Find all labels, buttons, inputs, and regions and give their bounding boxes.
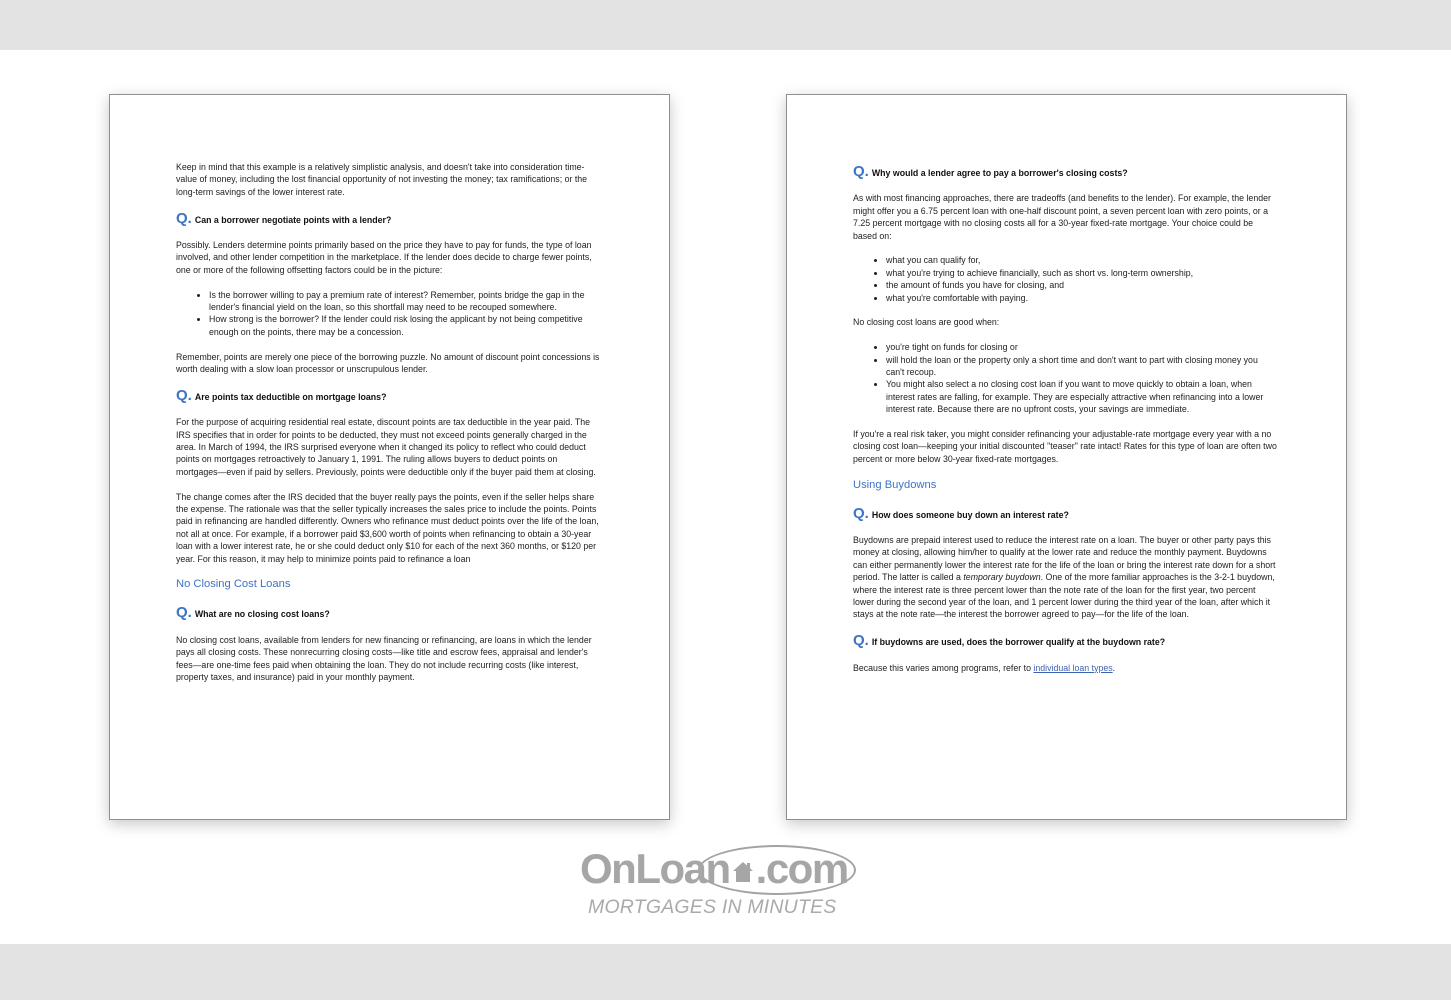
answer-paragraph: For the purpose of acquiring residential real estate, discount points are tax deductible in the year paid. The IRS specifies that in order for points to be deducted, they must not exceed points generally charged in the area. In March of 1994, the IRS surprised everyone when it changed its policy to reflect who could deduct points on mortgages retroactively to January 1, 1991. The ruling allows buyers to deduct points on mortgages—even if paid by sellers. Previously, points were deductible only if the buyer paid them at closing. (176, 417, 596, 477)
answer-text: Buydowns are prepaid interest used to reduce the interest rate on a loan. The buyer or other party pays this money at closing, allowing him/her to qualify at the lower rate and reduce the monthly payment. Buydowns can either permanently lower the interest rate for the life of the loan or bring the interest rate down for a short period. The latter is called a (853, 535, 1276, 583)
list-item: • what you can qualify for, (886, 254, 1278, 266)
q-icon: Q. (176, 604, 192, 622)
question-text: Can a borrower negotiate points with a lender? (194, 214, 392, 225)
loan-types-link[interactable]: individual loan types (1033, 662, 1113, 673)
onloan-logo (580, 842, 860, 920)
question-heading (176, 605, 601, 621)
q-icon: Q. (853, 163, 869, 180)
question-heading (853, 506, 1278, 522)
document-page-right (786, 94, 1347, 820)
question-text: How does someone buy down an interest rate? (871, 509, 1069, 520)
section-heading: No Closing Cost Loans (176, 578, 291, 591)
list-item: • what you're comfortable with paying. (886, 292, 1278, 304)
answer-paragraph: Remember, points are merely one piece of the borrowing puzzle. No amount of discount point concessions is worth dealing with a slow loan processor or unscrupulous lender. (176, 351, 600, 375)
question-text: Why would a lender agree to pay a borrower's closing costs? (871, 168, 1128, 178)
list-item: • what you're trying to achieve financially, such as short vs. long-term ownership, (886, 267, 1278, 279)
q-icon: Q. (853, 632, 869, 650)
logo-tagline: MORTGAGES IN MINUTES (588, 896, 837, 918)
q-icon: Q. (853, 504, 869, 522)
section-heading: Using Buydowns (853, 478, 937, 491)
bullet-list (853, 341, 1278, 415)
question-text: What are no closing cost loans? (194, 609, 330, 620)
answer-paragraph: No closing cost loans, available from lenders for new financing or refinancing, are loans in which the lender pays all closing costs. These nonrecurring closing costs—like title and escrow fees, appraisal and lender's fees—are one-time fees paid when obtaining the loan. They do not include recurring costs (like interest, property taxes, and insurance) paid in your monthly payment. (176, 634, 592, 683)
answer-text: Because this varies among programs, refer to (853, 662, 1034, 673)
intro-paragraph: Keep in mind that this example is a relatively simplistic analysis, and doesn't take into consideration time-value of money, including the lost financial opportunity of not investing the money; tax ramifications; or the long-term savings of the lower interest rate. (176, 162, 588, 197)
list-item: • the amount of funds you have for closing, and (886, 279, 1278, 291)
logo-word-right: .com (755, 845, 848, 892)
emphasis-text: temporary buydown (963, 572, 1041, 583)
answer-text: . One of the more familiar approaches is the 3-2-1 buydown, where the interest rate is three percent lower than the note rate of the loan for the first year, two percent lower during the second year of the loan, and 1 percent lower during the third year of the loan, after which it stays at the note rate—the interest the borrower agreed to pay—for the life of the loan. (853, 572, 1275, 620)
question-heading (853, 164, 1278, 180)
answer-text: . (1112, 662, 1116, 673)
answer-paragraph: The change comes after the IRS decided that the buyer really pays the points, even if the seller helps share the expense. The rationale was that the seller typically increases the sales price to include the points. Points paid in refinancing are handled differently. Owners who refinance must deduct points over the life of the loan, not all at once. For example, if a borrower paid $3,600 worth of points when refinancing to obtain a 30-year loan with a lower interest rate, he or she could deduct only $10 for each of the next 360 months, or $120 per year. For this reason, it may help to minimize points paid to refinance a loan (176, 491, 599, 564)
question-heading (176, 388, 601, 404)
logo-wordmark (580, 842, 848, 896)
question-text: Are points tax deductible on mortgage loans? (194, 391, 387, 402)
document-page-left (109, 94, 670, 820)
list-item: • How strong is the borrower? If the lender could risk losing the applicant by not being competitive enough on the points, there may be a concession. (209, 313, 601, 338)
q-icon: Q. (176, 209, 192, 227)
list-item: • will hold the loan or the property only a short time and don't want to part with closing money you can't recoup. (886, 354, 1278, 379)
list-item: • Is the borrower willing to pay a premium rate of interest? Remember, points bridge the gap in the lender's financial yield on the loan, so this shortfall may need to be recouped somewhere. (209, 289, 601, 314)
q-icon: Q. (176, 386, 192, 404)
top-band (0, 0, 1451, 50)
house-icon (732, 842, 754, 866)
question-text: If buydowns are used, does the borrower qualify at the buydown rate? (871, 637, 1166, 648)
answer-paragraph: No closing cost loans are good when: (853, 317, 1000, 328)
answer-paragraph: Possibly. Lenders determine points primarily based on the price they have to pay for funds, the type of loan involved, and other lender competition in the marketplace. If the lender does decide to charge fewer points, one or more of the following offsetting factors could be in the picture: (176, 240, 592, 275)
logo-word-left: OnLoan (580, 845, 730, 892)
question-heading (853, 633, 1278, 649)
list-item: • You might also select a no closing cost loan if you want to move quickly to obtain a loan, when interest rates are falling, for example. They are especially attractive when refinancing into a lower interest rate. Because there are no upfront costs, your savings are immediate. (886, 378, 1278, 415)
answer-paragraph: If you're a real risk taker, you might consider refinancing your adjustable-rate mortgage every year with a no closing cost loan—keeping your initial discounted "teaser" rate intact! Rates for this type of loan are often two percent or more below 30-year fixed-rate mortgages. (853, 429, 1277, 464)
bullet-list (853, 254, 1278, 304)
bottom-band (0, 944, 1451, 1000)
answer-paragraph: As with most financing approaches, there are tradeoffs (and benefits to the lender). For example, the lender might offer you a 6.75 percent loan with one-half discount point, a seven percent loan with zero points, or a 7.25 percent mortgage with no closing costs all for a 30-year fixed-rate mortgage. Your choice could be based on: (853, 193, 1271, 241)
list-item: • you're tight on funds for closing or (886, 341, 1278, 353)
answer-paragraph (853, 534, 1278, 621)
bullet-list (176, 289, 601, 339)
question-heading (176, 211, 601, 227)
answer-paragraph (853, 662, 1278, 674)
